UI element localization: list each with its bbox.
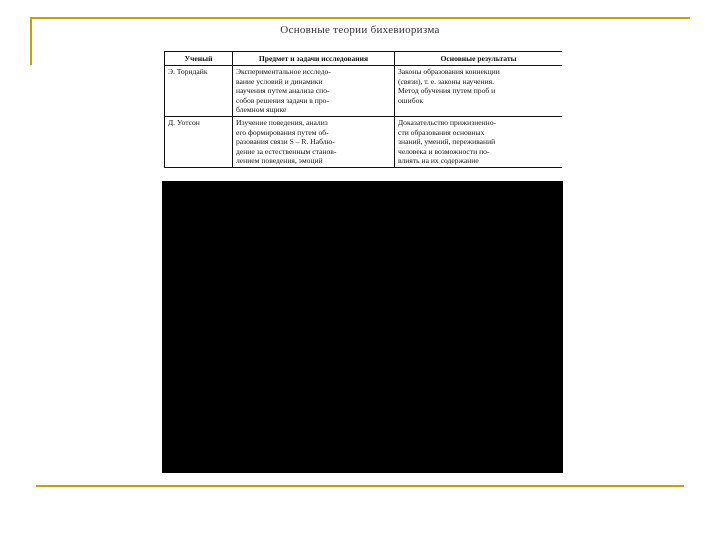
theories-table: [164, 51, 562, 181]
header-scientist: Ученый: [165, 52, 233, 66]
cell-results: Доказательство прижизненно- сти образования основных знаний, умений, переживаний человека и возможности по- влиять на их содержание: [395, 116, 563, 167]
frame-top-line: [30, 17, 690, 19]
table-row: [165, 116, 563, 167]
slide-title: Основные теории бихевиоризма: [280, 24, 440, 36]
cell-subject: Экспериментальное исследо- вание условий и динамики научения путем анализа спо- собов решения задачи в про- блемном ящике: [233, 66, 395, 117]
table-row: [165, 66, 563, 117]
cell-results: Законы образования коннекции (связи), т. е. законы научения. Метод обучения путем проб и ошибок: [395, 66, 563, 117]
cell-scientist: Э. Торндайк: [165, 66, 233, 117]
redacted-black-block: [162, 181, 563, 473]
cell-scientist: Д. Уотсон: [165, 116, 233, 167]
frame-bottom-line: [36, 485, 684, 487]
header-results: Основные результаты: [395, 52, 563, 66]
header-subject: Предмет и задачи исследования: [233, 52, 395, 66]
cell-subject: Изучение поведения, анализ его формирования путем об- разования связи S – R. Наблю- дение за естественным станов- лением поведения, эмоций: [233, 116, 395, 167]
